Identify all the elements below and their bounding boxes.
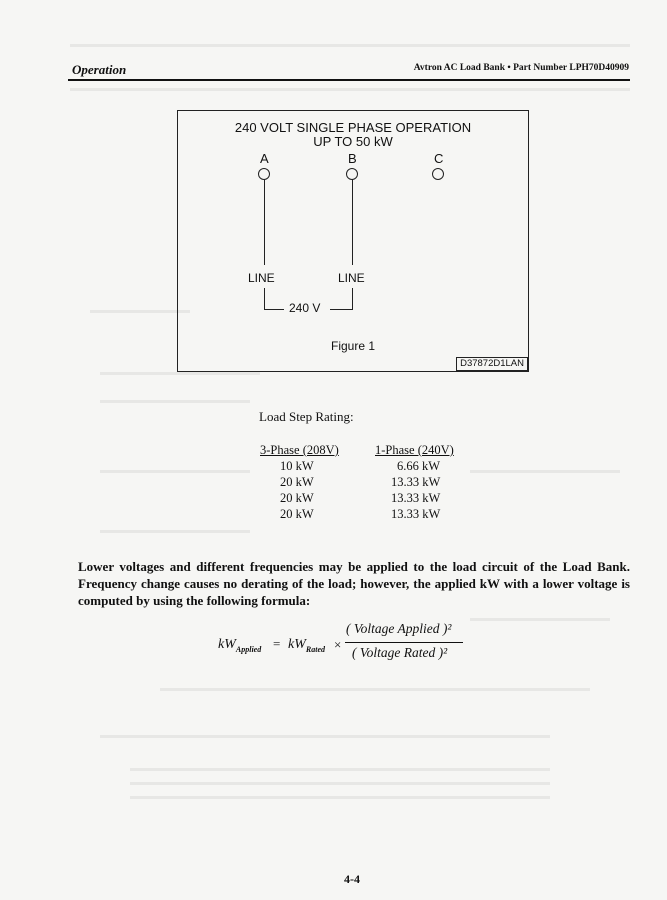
column-header-three-phase: 3-Phase (208V) (260, 443, 339, 457)
terminal-label-b: B (348, 151, 357, 166)
load-step-title: Load Step Rating: (259, 409, 354, 424)
bleed-through-mark (100, 470, 250, 473)
bleed-through-mark (130, 796, 550, 799)
body-paragraph: Lower voltages and different frequencies may be applied to the load circuit of the Load Bank. Frequency change causes no derating of the load; however, the applied kW with a lower voltage is computed by using the following formula: (78, 559, 630, 608)
formula-numerator: ( Voltage Applied )² (346, 621, 452, 636)
formula-times: × (334, 637, 342, 652)
formula-rated-subscript: Rated (305, 644, 325, 654)
figure-subtitle: UP TO 50 kW (313, 134, 393, 149)
table-cell: 20 kW (280, 507, 314, 521)
header-rule (68, 79, 630, 81)
table-cell: 20 kW (280, 475, 314, 489)
figure-caption: Figure 1 (330, 339, 376, 353)
terminal-label-c: C (434, 151, 444, 166)
document-header: Avtron AC Load Bank • Part Number LPH70D40909 (413, 63, 629, 73)
voltage-bracket-right (352, 288, 353, 310)
table-cell: 13.33 kW (391, 475, 441, 489)
formula-rated-kw (288, 637, 325, 654)
bleed-through-mark (70, 88, 630, 91)
bleed-through-mark (70, 44, 630, 47)
formula-applied-kw-symbol: kW (218, 637, 236, 652)
table-cell: 20 kW (280, 491, 314, 505)
drawing-number: D37872D1LAN (456, 357, 528, 371)
table-cell: 13.33 kW (391, 507, 441, 521)
bleed-through-mark (470, 618, 610, 621)
voltage-bracket-left-foot (264, 309, 284, 310)
formula-applied-subscript: Applied (235, 644, 262, 654)
page-number: 4-4 (344, 872, 360, 886)
line-label-right: LINE (338, 271, 365, 285)
table-cell: 10 kW (280, 459, 314, 473)
section-header: Operation (72, 62, 127, 77)
bleed-through-mark (100, 372, 260, 375)
table-cell: 6.66 kW (397, 459, 441, 473)
bleed-through-mark (160, 688, 590, 691)
formula-fraction-bar (345, 642, 463, 643)
bleed-through-mark (130, 782, 550, 785)
bleed-through-mark (100, 400, 250, 403)
bleed-through-mark (100, 735, 550, 738)
voltage-bracket-left (264, 288, 265, 310)
column-header-single-phase: 1-Phase (240V) (375, 443, 454, 457)
formula-denominator: ( Voltage Rated )² (352, 645, 448, 660)
wire-b (352, 178, 353, 265)
bleed-through-mark (470, 470, 620, 473)
formula-rated-kw-symbol: kW (288, 637, 306, 652)
terminal-circle-c (432, 168, 444, 180)
bleed-through-mark (130, 768, 550, 771)
terminal-label-a: A (260, 151, 269, 166)
derating-formula (218, 621, 478, 671)
formula-equals: = (273, 636, 281, 651)
bleed-through-mark (100, 530, 250, 533)
figure-title: 240 VOLT SINGLE PHASE OPERATION (234, 120, 472, 135)
table-cell: 13.33 kW (391, 491, 441, 505)
line-label-left: LINE (248, 271, 275, 285)
bleed-through-mark (90, 310, 190, 313)
terminal-circle-a (258, 168, 270, 180)
voltage-label: 240 V (289, 301, 321, 315)
wiring-figure (177, 110, 529, 372)
wire-a (264, 178, 265, 265)
formula-applied-kw (218, 637, 261, 654)
terminal-circle-b (346, 168, 358, 180)
voltage-bracket-right-foot (330, 309, 353, 310)
